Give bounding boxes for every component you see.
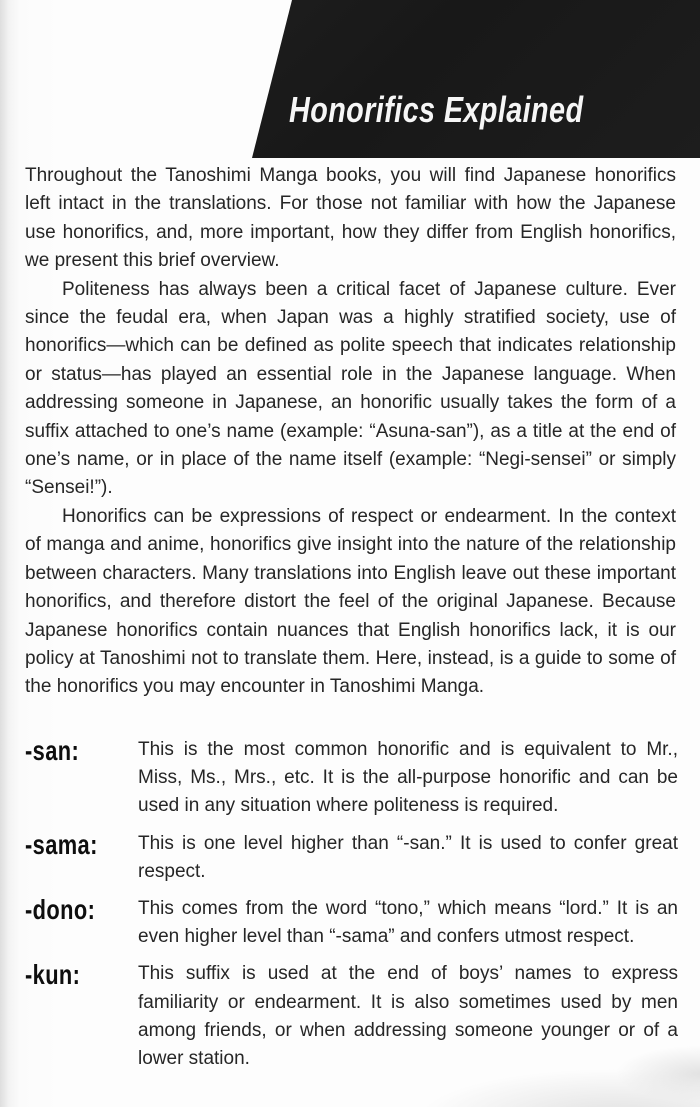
honorific-term-sama: -sama: — [25, 828, 98, 860]
honorific-description-kun: This suffix is used at the end of boys’ names to express familiarity or endearment. It is also sometimes used by men among friends, or when addressing someone younger or of a lower station. — [138, 963, 678, 1070]
honorific-term-dono: -dono: — [25, 894, 96, 926]
honorific-row-sama — [25, 830, 678, 886]
honorific-row-dono — [25, 895, 678, 951]
policy-paragraph: Honorifics can be expressions of respect or endearment. In the context of manga and anime, honorifics give insight into the nature of the relationship between characters. Many translations into English leave out these important honorifics, and therefore distort the feel of the original Japanese. Because Japanese honorifics contain nuances that English honorifics lack, it is our policy at Tanoshimi not to translate them. Here, instead, is a guide to some of the honorifics you may encounter in Tanoshimi Manga. — [25, 505, 676, 698]
honorific-description-san: This is the most common honorific and is equivalent to Mr., Miss, Ms., Mrs., etc. It is the all-purpose honorific and can be used in any situation where politeness is required. — [138, 739, 678, 817]
intro-paragraph: Throughout the Tanoshimi Manga books, you will find Japanese honorifics left intact in the translations. For those not familiar with how the Japanese use honorifics, and, more important, how they differ from English honorifics, we present this brief overview. — [25, 165, 676, 272]
honorific-term-kun: -kun: — [25, 959, 81, 991]
politeness-paragraph: Politeness has always been a critical facet of Japanese culture. Ever since the feudal era, when Japan was a highly stratified society, use of honorifics—which can be defined as polite speech that indicates relationship or status—has played an essential role in the Japanese language. When addressing someone in Japanese, an honorific usually takes the form of a suffix attached to one’s name (example: “Asuna-san”), as a title at the end of one’s name, or in place of the name itself (example: “Negi-sensei” or simply “Sensei!”). — [25, 278, 676, 499]
honorific-description-dono: This comes from the word “tono,” which means “lord.” It is an even higher level than “-sama” and confers utmost respect. — [138, 898, 678, 948]
page-title: Honorifics Explained — [289, 89, 584, 130]
honorifics-list — [25, 736, 678, 1082]
honorific-row-san — [25, 736, 678, 821]
honorific-description-sama: This is one level higher than “-san.” It is used to confer great respect. — [138, 832, 678, 882]
title-banner — [0, 0, 700, 158]
intro-text — [25, 162, 676, 702]
honorific-row-kun — [25, 960, 678, 1073]
honorific-term-san: -san: — [25, 735, 80, 766]
